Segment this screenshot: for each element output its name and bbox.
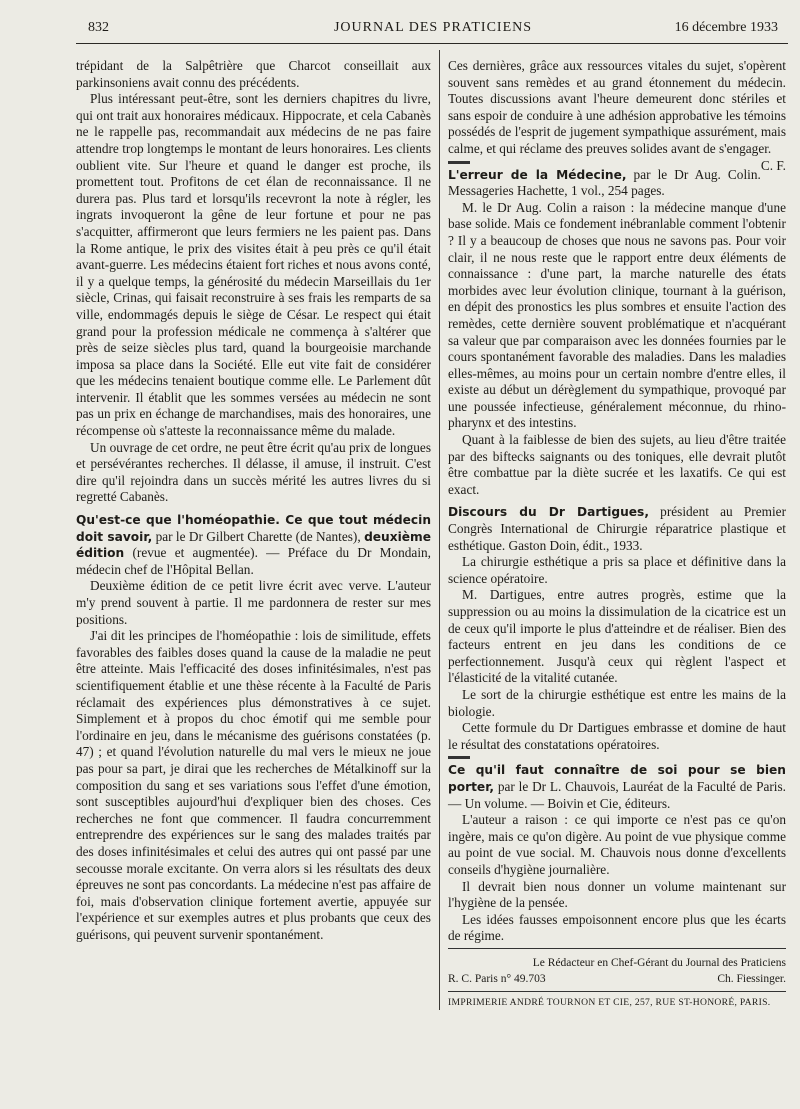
book-details: président au Premier Congrès International de Chirurgie réparatrice plastique et esthétique. Gaston Doin, édit., 1933. [448,504,787,553]
paragraph: trépidant de la Salpêtrière que Charcot conseillait aux parkinsoniens avait connu des précédents. [76,58,431,90]
author-initials: C. F. [760,157,786,173]
book-title: L'erreur de la Médecine, [448,167,627,182]
footer-rule [448,948,786,949]
paragraph: M. le Dr Aug. Colin a raison : la médecine manque d'une base solide. Mais ce fondement inébranlable comment l'obtenir ? Il y a beaucoup de choses que nous ne savons pas. Pour voir clair, il ne nous reste que le rapport entre deux éléments de connaissance : d'une part, la marche naturelle des états morbides avec leur évolution clinique, tournant à la guérison, en dépit des pronostics les plus sombres et ensuite l'action des remèdes, cette dernière souvent problématique et n'acquérant sa valeur que par comparaison avec les données fournies par le cours spontanément favorable des maladies. Dans les maladies elles-mêmes, au moins pour un certain nombre d'entre elles, il existe au début un dérèglement du sympathique, provoqué par une poussée infectieuse, généralement méconnue, du rhino-pharynx et des intestins. [448,199,786,431]
right-column [448,58,786,1012]
column-divider [439,50,440,1010]
left-column [76,58,431,943]
rc-number: R. C. Paris n° 49.703 [448,973,546,986]
header-rule [76,43,788,44]
paragraph: Cette formule du Dr Dartigues embrasse et domine de haut le résultat des constatations opératoires. [448,720,786,752]
page-footer [448,948,786,1012]
footer-rule [448,991,786,992]
paragraph: La chirurgie esthétique a pris sa place et définitive dans la science opératoire. [448,554,786,586]
separator-dash [448,161,470,164]
printer-line: IMPRIMERIE ANDRÉ TOURNON ET CIE, 257, RUE ST-HONORÉ, PARIS. [448,997,771,1009]
paragraph: Un ouvrage de cet ordre, ne peut être écrit qu'au prix de longues et persévérantes recherches. Il délasse, il amuse, il instruit. C'est dire qu'il rejoindra dans un succès mérité les autres livres du si regretté Cabanès. [76,439,431,505]
paragraph [448,58,786,173]
editor-signature: Ch. Fiessinger. [717,973,786,986]
review-heading-erreur [448,167,786,200]
paragraph: Il devrait bien nous donner un volume maintenant sur l'hygiène de la pensée. [448,878,786,911]
book-title: Discours du Dr Dartigues, [448,505,649,520]
paragraph: L'auteur a raison : ce qui importe ce n'est pas ce qu'on ingère, mais ce qu'on digère. Au point de vue physique comme au point de vue social. M. Chauvois nous donne d'excellents conseils d'hygiène journalière. [448,812,786,877]
paragraph: Les idées fausses empoisonnent encore plus que les écarts de régime. [448,911,786,944]
page-number: 832 [88,20,109,35]
book-details: par le Dr L. Chauvois, Lauréat de la Faculté de Paris. — Un volume. — Boivin et Cie, éditeurs. [448,778,786,811]
review-heading-chauvois [448,762,786,812]
paragraph: Deuxième édition de ce petit livre écrit avec verve. L'auteur m'y prend souvent à partie. Il me pardonnera de rester sur mes positions. [76,578,431,627]
journal-title: JOURNAL DES PRATICIENS [333,20,533,35]
book-details: par le Dr Aug. Colin. Messageries Hachette, 1 vol., 254 pages. [448,166,761,199]
book-details: (revue et augmentée). — Préface du Dr Mondain, médecin chef de l'Hôpital Bellan. [76,545,431,577]
page-header [88,20,778,42]
review-heading-homeopathie [76,512,431,578]
paragraph: Quant à la faiblesse de bien des sujets, au lieu d'être traitée par des biftecks saignants ou des toniques, elle devrait plutôt être combattue par la diète sucrée et les laxatifs. Ce qui est exact. [448,432,786,497]
paragraph-text: Ces dernières, grâce aux ressources vitales du sujet, s'opèrent souvent sans remèdes et au grand étonnement du médecin. Toutes discussions avant l'heure demeurent donc stériles et sans espoir de conduire à une adhésion approbative les témoins possédés de l'esprit de jugement sympathique assurément, mais calme, et qui réclame des preuves solides avant de s'engager. [448,58,786,156]
separator-dash [448,756,470,759]
paragraph: Le sort de la chirurgie esthétique est entre les mains de la biologie. [448,686,786,719]
book-title: Qu'est-ce que l'homéopathie. Ce que tout médecin doit savoir, [76,513,431,544]
paragraph: Plus intéressant peut-être, sont les derniers chapitres du livre, qui ont trait aux honoraires médicaux. Hippocrate, et cela Cabanès ne le rappelle pas, recommandait aux médecins de ne pas faire attendre trop longtemps le montant de leurs honoraires. Les clients oublient vite. Sur l'heure et quand le danger est proche, ils promettent tout. Profitons de cet élan de reconnaissance. Il ne durera pas. Plus tard et lorsqu'ils recevront la note à régler, les ingrats invoqueront la gêne de leur fortune et pour ne pas s'acquitter, affirmeront que leurs fermiers ne les paient pas. Dans la Rome antique, le prix des visites était à peu près ce qu'il était avant-guerre. Les médecins étaient fort riches et nous avons conté, il y a quelque temps, la générosité du médecin Marseillais du 1er siècle, Crinas, qui faisait reconstruire à ses frais les remparts de sa ville, endommagés depuis le siège de César. Le respect qui était grand pour la profession médicale ne commença à s'altérer que près de seize siècles plus tard, quand la bourgeoisie marchande imposa sa place dans la Société. Elle eut vite fait de considérer que les médecins tenaient boutique comme elle. Le Parlement dût intervenir. Il établit que les sommes versées au médecin ne sont pas un prix en échange de marchandises, mais des honoraires, une récompense où s'atteste la reconnaissance même du malade. [76,91,431,439]
registration-line [448,971,786,988]
issue-date: 16 décembre 1933 [674,20,778,35]
review-heading-dartigues [448,504,786,554]
book-edition: deuxième édition [76,529,431,561]
paragraph: M. Dartigues, entre autres progrès, estime que la suppression ou au moins la dissimulation de la cicatrice est un de ceux qu'il importe le plus d'atteindre et de réaliser. Bien des facteurs entrent en jeu dans les conditions de ce perfectionnement. Jusqu'à ceux qui règlent l'aspect et l'élasticité de la vitalité cutanée. [448,587,786,686]
book-title: Ce qu'il faut connaître de soi pour se bien porter, [448,763,786,794]
paragraph: J'ai dit les principes de l'homéopathie : lois de similitude, effets favorables des faibles doses quand la cause de la maladie ne peut être atteinte. Mais l'efficacité des doses infinitésimales, n'est pas scientifiquement établie et une thèse récente à la Faculté de Paris réclamait des expériences plus démonstratives à ce sujet. Simplement et à propos du choc émotif qui me semble pour l'ordinaire en jeu, dans le mécanisme des guérisons constatées (p. 47) ; et quand l'évolution naturelle du mal vers le mieux ne joue pas pour sa part, je dirai que les recherches de Métalkinoff sur la composition du sang et ses variations sous l'effet d'une émotion, sont susceptibles aujourd'hui d'expliquer bien des choses. Ces recherches ne font que commencer. Il faudra concurremment entreprendre des expériences sur le sang des malades traités par des doses infinitésimales et celui des autres qui ont passé par une secousse morale excitante. On verra alors si les résultats des deux épreuves ne sont pas concordants. La médecine n'est pas affaire de foi, mais d'observation clinique fortement avertie, appuyée sur l'expérience et sur exemples autres et plus probants que ceux des guérisons, qui peuvent survenir spontanément. [76,628,431,942]
book-author: par le Dr Gilbert Charette (de Nantes), [152,528,365,544]
redacteur-line: Le Rédacteur en Chef-Gérant du Journal des Praticiens [532,956,786,969]
